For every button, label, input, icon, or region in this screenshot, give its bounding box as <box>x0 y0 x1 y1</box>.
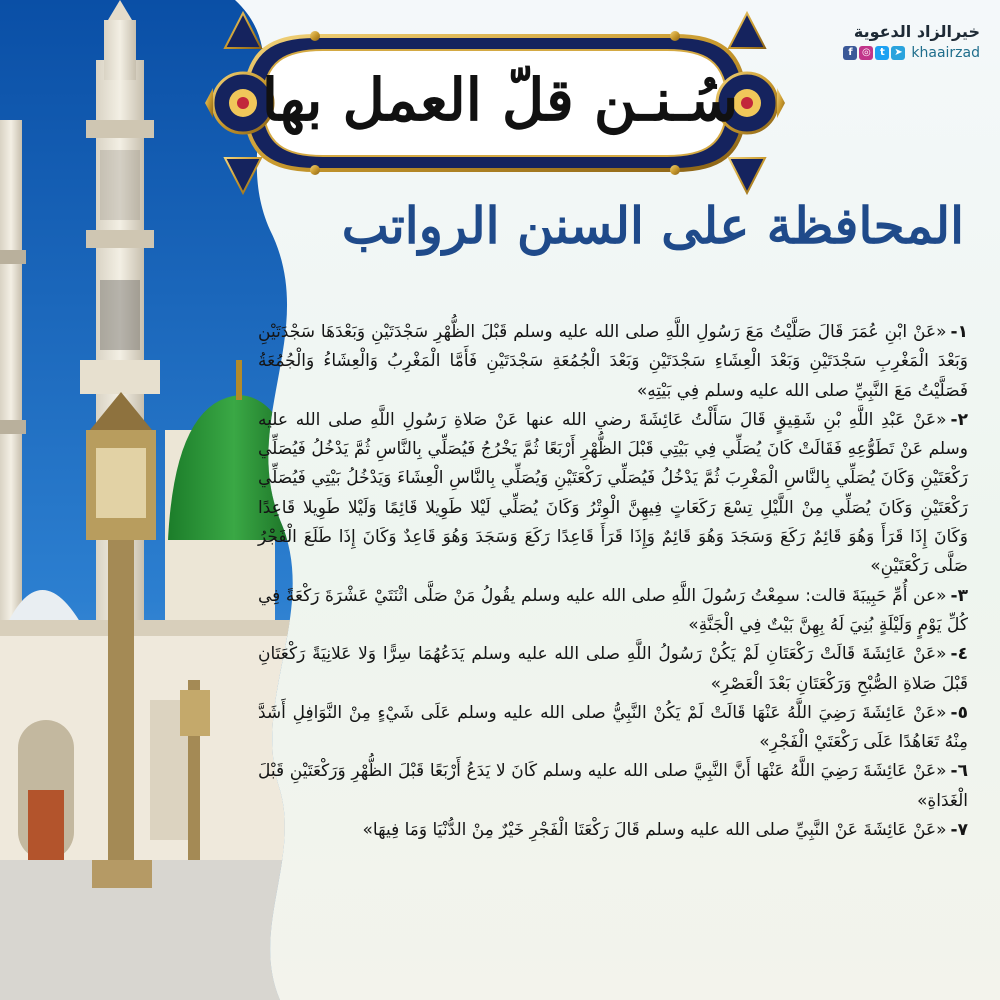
hadith-item <box>258 699 968 758</box>
hadith-item <box>258 640 968 699</box>
twitter-icon[interactable]: t <box>875 46 889 60</box>
hadith-item <box>258 318 968 406</box>
brand-name: خيرالزاد الدعوية <box>853 22 980 41</box>
hadith-number: ٧- <box>950 820 968 841</box>
social-row <box>843 45 980 61</box>
hadith-text: «عَنْ عَائِشَةَ رَضِيَ اللَّهُ عَنْهَا قَالَتْ لَمْ يَكُنْ النَّبِيُّ صلى الله عليه وسلم عَلَى شَيْءٍ مِنْ النَّوَافِلِ أَشَدَّ مِنْهُ تَعَاهُدًا عَلَى رَكْعَتَيْ الْفَجْرِ» <box>258 702 968 753</box>
hadith-item <box>258 406 968 582</box>
facebook-icon[interactable]: f <box>843 46 857 60</box>
hadith-list <box>258 318 968 845</box>
hadith-text: «عَنْ عَبْدِ اللَّهِ بْنِ شَقِيقٍ قَالَ سَأَلْتُ عَائِشَةَ رضي الله عنها عَنْ صَلاةِ رَسُولِ اللَّهِ صلى الله عليه وسلم عَنْ تَطَوُّعِهِ فَقَالَتْ كَانَ يُصَلِّي فِي بَيْتِي قَبْلَ الظُّهْرِ أَرْبَعًا ثُمَّ يَخْرُجُ فَيُصَلِّي بِالنَّاسِ ثُمَّ يَدْخُلُ فَيُصَلِّي رَكْعَتَيْنِ وَكَانَ يُصَلِّي بِالنَّاسِ الْمَغْرِبَ ثُمَّ يَدْخُلُ فَيُصَلِّي رَكْعَتَيْنِ وَيُصَلِّي بِالنَّاسِ الْعِشَاءَ وَيَدْخُلُ بَيْتِي فَيُصَلِّي رَكْعَتَيْنِ وَكَانَ يُصَلِّي مِنْ اللَّيْلِ تِسْعَ رَكَعَاتٍ فِيهِنَّ الْوِتْرُ وَكَانَ يُصَلِّي لَيْلا طَوِيلا قَائِمًا وَلَيْلا طَوِيلا قَاعِدًا وَكَانَ إِذَا قَرَأَ وَهُوَ قَائِمٌ رَكَعَ وَسَجَدَ وَهُوَ قَائِمٌ وَإِذَا قَرَأَ قَاعِدًا رَكَعَ وَسَجَدَ وَهُوَ قَاعِدٌ وَكَانَ إِذَا طَلَعَ الْفَجْرُ صَلَّى رَكْعَتَيْنِ» <box>258 409 968 577</box>
telegram-icon[interactable]: ➤ <box>891 46 905 60</box>
hadith-number: ٤- <box>950 644 968 665</box>
hadith-number: ٥- <box>950 702 968 723</box>
hadith-text: «عن أُمِّ حَبِيبَةَ قالت: سمِعْتُ رَسُولَ اللَّهِ صلى الله عليه وسلم يقُولُ مَنْ صَلَّى اثْنَتَيْ عَشْرَةَ رَكْعَةً فِي كُلِّ يَوْمٍ وَلَيْلَةٍ بُنِيَ لَهُ بِهِنَّ بَيْتٌ فِي الْجَنَّةِ» <box>258 585 968 635</box>
hadith-text: «عَنْ عَائِشَةَ عَنْ النَّبِيِّ صلى الله عليه وسلم قَالَ رَكْعَتَا الْفَجْرِ خَيْرٌ مِنْ الدُّنْيَا وَمَا فِيهَا» <box>362 820 947 841</box>
section-title: المحافظة على السنن الرواتب <box>341 196 964 255</box>
hadith-number: ٦- <box>950 761 968 782</box>
hadith-number: ٣- <box>950 585 968 606</box>
hadith-text: «عَنْ ابْنِ عُمَرَ قَالَ صَلَّيْتُ مَعَ رَسُولِ اللَّهِ صلى الله عليه وسلم قَبْلَ الظُّهْرِ سَجْدَتَيْنِ وَبَعْدَهَا سَجْدَتَيْنِ وَبَعْدَ الْمَغْرِبِ سَجْدَتَيْنِ وَبَعْدَ الْعِشَاءِ سَجْدَتَيْنِ وَبَعْدَ الْجُمُعَةِ سَجْدَتَيْنِ فَأَمَّا الْمَغْرِبُ وَالْعِشَاءُ وَالْجُمُعَةُ فَصَلَّيْتُ مَعَ النَّبِيِّ صلى الله عليه وسلم فِي بَيْتِهِ» <box>258 322 968 401</box>
hadith-number: ٢- <box>950 409 968 430</box>
hadith-item <box>258 582 968 641</box>
instagram-icon[interactable]: ◎ <box>859 46 873 60</box>
hadith-text: «عَنْ عَائِشَةَ رَضِيَ اللَّهُ عَنْهَا أَنَّ النَّبِيَّ صلى الله عليه وسلم كَانَ لا يَدَعُ أَرْبَعًا قَبْلَ الظُّهْرِ وَرَكْعَتَيْنِ قَبْلَ الْغَدَاةِ» <box>258 761 968 811</box>
hadith-item <box>258 816 968 845</box>
hadith-text: «عَنْ عَائِشَةَ قَالَتْ رَكْعَتَانِ لَمْ يَكُنْ رَسُولُ اللَّهِ صلى الله عليه وسلم يَدَعُهُمَا سِرًّا وَلا عَلانِيَةً رَكْعَتَانِ قَبْلَ صَلاةِ الصُّبْحِ وَرَكْعَتَانِ بَعْدَ الْعَصْرِ» <box>258 644 968 694</box>
hadith-item <box>258 757 968 816</box>
brand-block <box>843 22 980 61</box>
brand-handle[interactable]: khaairzad <box>911 45 980 61</box>
hadith-number: ١- <box>950 322 968 342</box>
banner-title: سُـنـن قلّ العمل بها <box>261 66 739 134</box>
